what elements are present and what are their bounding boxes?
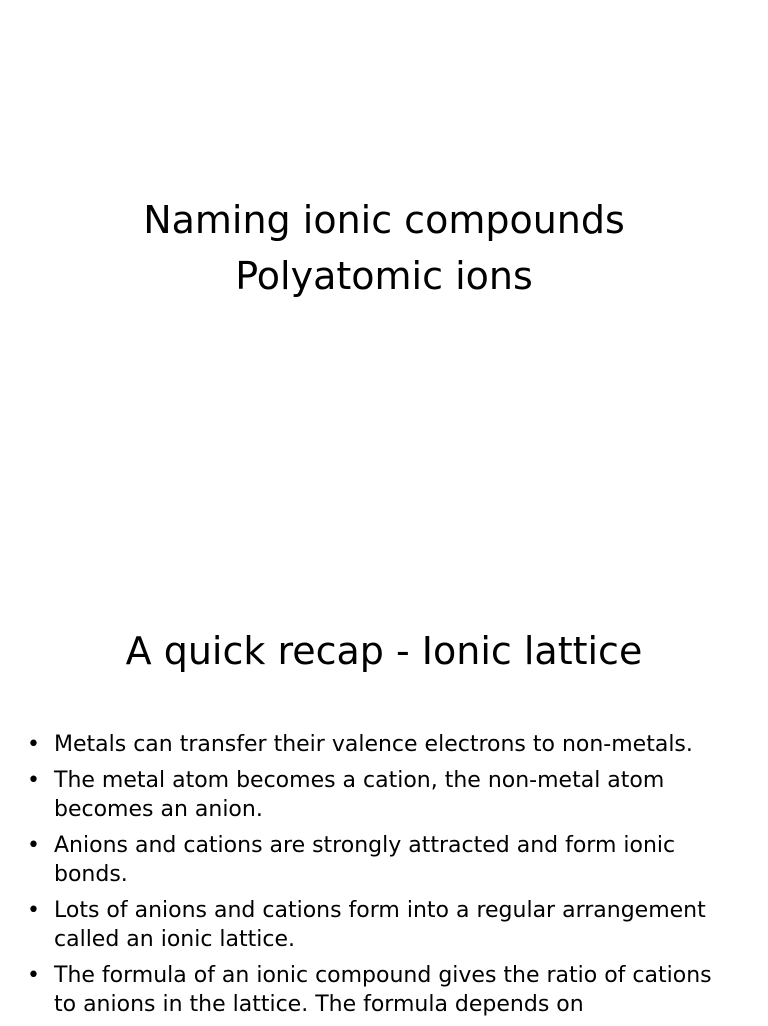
bullet-item: [0, 730, 768, 759]
bullet-text: The formula of an ionic compound gives the ratio of cations to anions in the lattice. The formula depends on: [54, 963, 712, 1017]
bullet-text: Lots of anions and cations form into a regular arrangement called an ionic lattice.: [54, 898, 706, 952]
bullet-item: [0, 896, 768, 954]
bullet-icon: •: [27, 768, 40, 793]
bullet-text: Anions and cations are strongly attracted and form ionic bonds.: [54, 833, 676, 887]
slide1-title-line1: Naming ionic compounds: [143, 198, 625, 242]
bullet-item: [0, 766, 768, 824]
bullet-icon: •: [27, 833, 40, 858]
bullet-icon: •: [27, 732, 40, 757]
bullet-item: [0, 831, 768, 889]
bullet-text: Metals can transfer their valence electrons to non-metals.: [54, 732, 693, 757]
slide1-title-line2: Polyatomic ions: [235, 254, 533, 298]
bullet-list: [0, 730, 768, 1026]
bullet-icon: •: [27, 963, 40, 988]
slide2-title: A quick recap - Ionic lattice: [125, 629, 643, 673]
bullet-item: [0, 961, 768, 1019]
slide1-title: [0, 192, 768, 304]
bullet-text: The metal atom becomes a cation, the non-metal atom becomes an anion.: [54, 768, 665, 822]
bullet-icon: •: [27, 898, 40, 923]
